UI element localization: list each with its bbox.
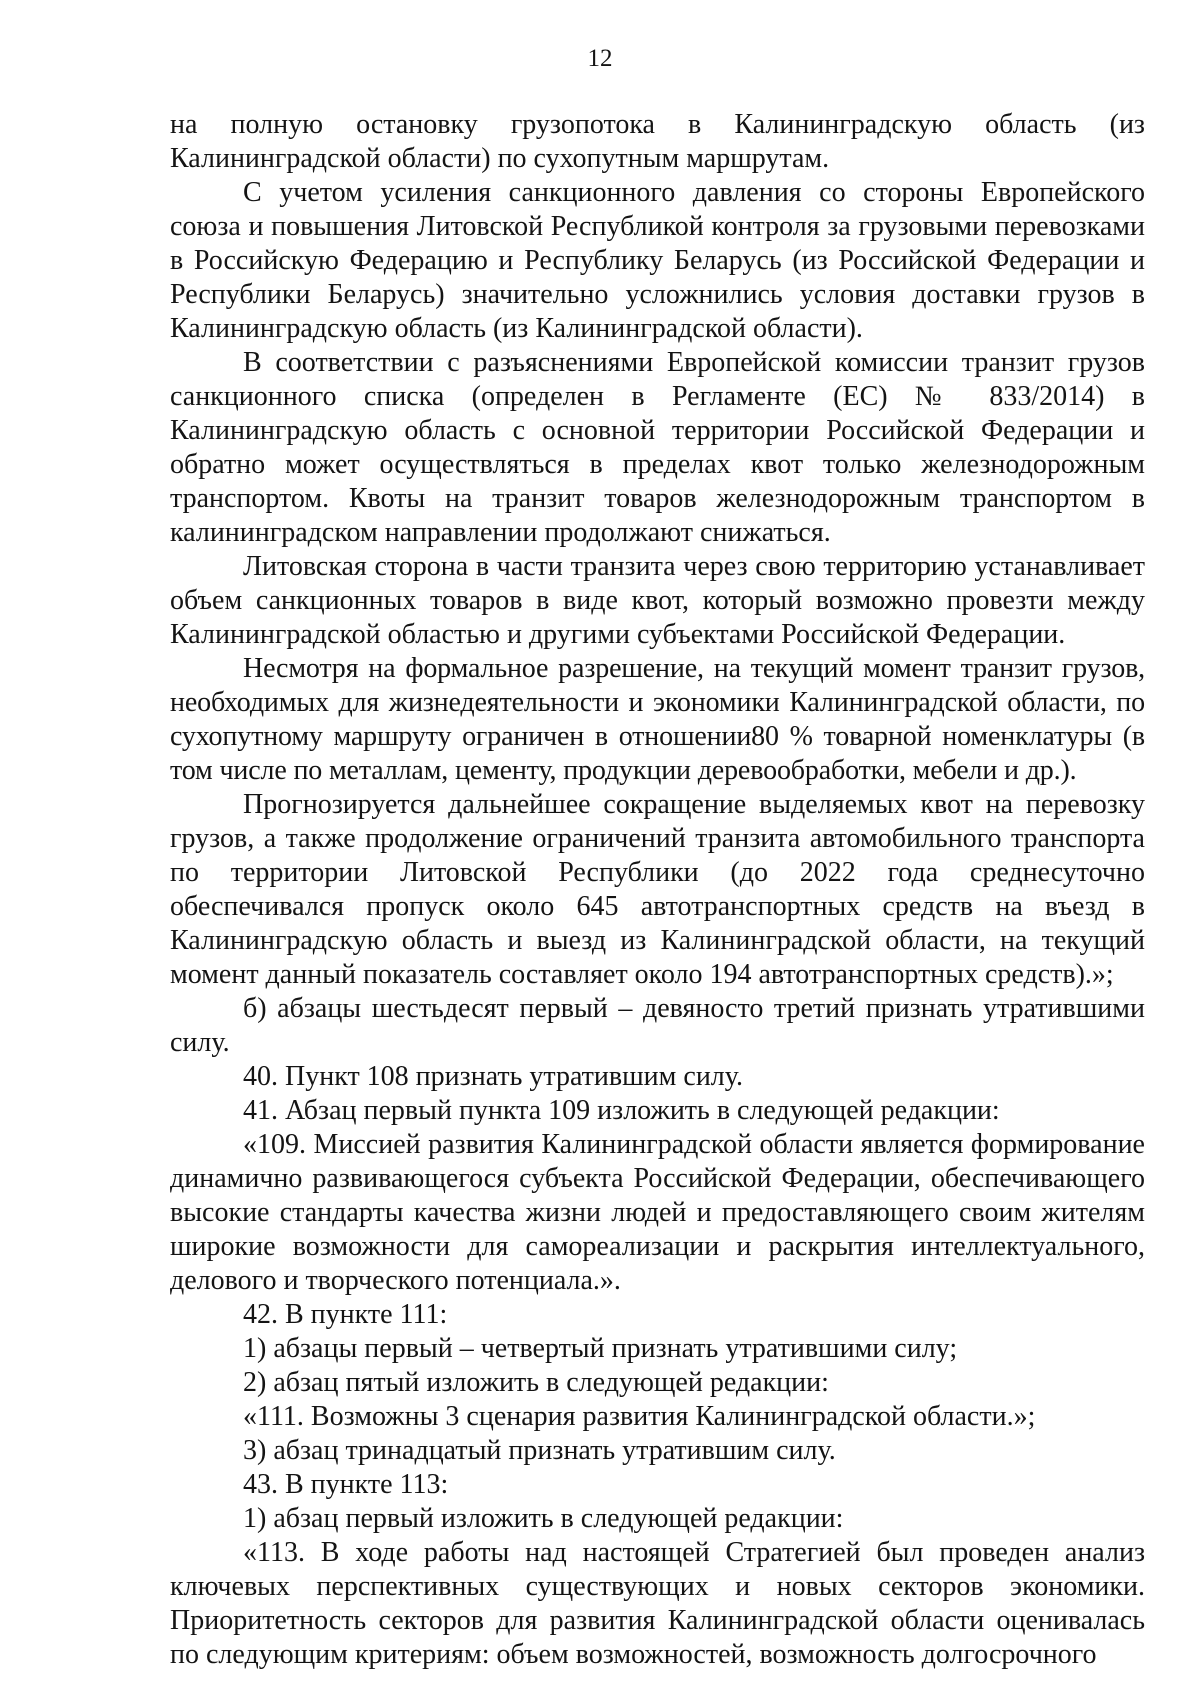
paragraph-item-42-1: 1) абзацы первый – четвертый признать утратившими силу;: [243, 1333, 958, 1364]
paragraph-continuation: на полную остановку грузопотока в Калининградскую область (из Калининградской области) по сухопутным маршрутам.: [170, 109, 1145, 174]
document-body: [170, 108, 1145, 1672]
paragraph-item-43: 43. В пункте 113:: [243, 1469, 449, 1500]
paragraph-item-41: 41. Абзац первый пункта 109 изложить в следующей редакции:: [243, 1095, 1000, 1126]
paragraph-european-commission: В соответствии с разъяснениями Европейской комиссии транзит грузов санкционного списка (определен в Регламенте (ЕС) № 833/2014) в Калининградскую область с основной территории Российской Федерации и обратно может осуществляться в пределах квот только железнодорожным транспортом. Квоты на транзит товаров железнодорожным транспортом в калининградском направлении продолжают снижаться.: [170, 347, 1145, 548]
paragraph-forecast: Прогнозируется дальнейшее сокращение выделяемых квот на перевозку грузов, а также продолжение ограничений транзита автомобильного транспорта по территории Литовской Республики (до 2022 года среднесуточно обеспечивался пропуск около 645 автотранспортных средств на въезд в Калининградскую область и выезд из Калининградской области, на текущий момент данный показатель составляет около 194 автотранспортных средств).»;: [170, 789, 1145, 990]
page-number: 12: [587, 45, 613, 72]
paragraph-item-43-1: 1) абзац первый изложить в следующей редакции:: [243, 1503, 844, 1534]
paragraph-transit-restriction: Несмотря на формальное разрешение, на текущий момент транзит грузов, необходимых для жизнедеятельности и экономики Калининградской области, по сухопутному маршруту ограничен в отношении80 % товарной номенклатуры (в том числе по металлам, цементу, продукции деревообработки, мебели и др.).: [170, 653, 1145, 786]
paragraph-item-42-3: 3) абзац тринадцатый признать утратившим силу.: [243, 1435, 836, 1466]
paragraph-item-b: б) абзацы шестьдесят первый – девяносто третий признать утратившими силу.: [170, 993, 1145, 1058]
paragraph-sanctions-pressure: С учетом усиления санкционного давления со стороны Европейского союза и повышения Литовской Республикой контроля за грузовыми перевозками в Российскую Федерацию и Республику Беларусь (из Российской Федерации и Республики Беларусь) значительно усложнились условия доставки грузов в Калининградскую область (из Калининградской области).: [170, 177, 1145, 344]
paragraph-item-113: «113. В ходе работы над настоящей Стратегией был проведен анализ ключевых перспективных существующих и новых секторов экономики. Приоритетность секторов для развития Калининградской области оценивалась по следующим критериям: объем возможностей, возможность долгосрочного: [170, 1537, 1145, 1670]
paragraph-lithuanian-quotas: Литовская сторона в части транзита через свою территорию устанавливает объем санкционных товаров в виде квот, который возможно провезти между Калининградской областью и другими субъектами Российской Федерации.: [170, 551, 1145, 650]
paragraph-scenarios: «111. Возможны 3 сценария развития Калининградской области.»;: [243, 1401, 1036, 1432]
paragraph-item-42: 42. В пункте 111:: [243, 1299, 448, 1330]
paragraph-mission: «109. Миссией развития Калининградской области является формирование динамично развивающегося субъекта Российской Федерации, обеспечивающего высокие стандарты качества жизни людей и предоставляющего своим жителям широкие возможности для самореализации и раскрытия интеллектуального, делового и творческого потенциала.».: [170, 1129, 1145, 1296]
paragraph-item-42-2: 2) абзац пятый изложить в следующей редакции:: [243, 1367, 829, 1398]
paragraph-item-40: 40. Пункт 108 признать утратившим силу.: [243, 1061, 743, 1092]
